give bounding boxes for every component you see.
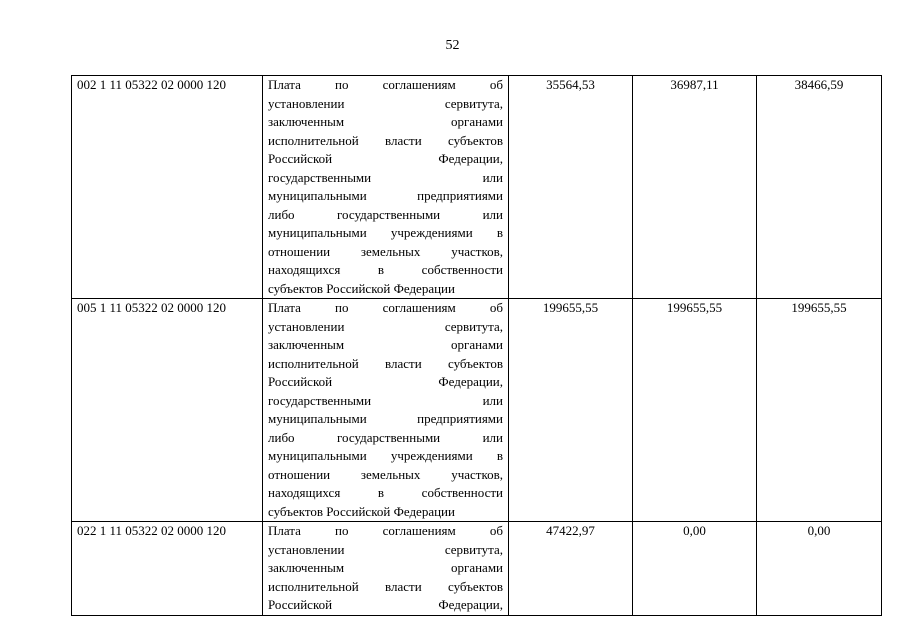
amount-year-1-cell: 199655,55 [509, 299, 633, 522]
amount-year-3-cell: 38466,59 [757, 76, 882, 299]
revenue-code-cell: 002 1 11 05322 02 0000 120 [72, 76, 263, 299]
amount-year-3-cell: 0,00 [757, 522, 882, 616]
description-line: муниципальными учреждениями в [268, 448, 503, 463]
amount-year-1-cell: 35564,53 [509, 76, 633, 299]
description-line: Российской Федерации, [268, 151, 503, 166]
description-line: отношении земельных участков, [268, 466, 503, 482]
description-line: заключенным органами [268, 560, 503, 575]
budget-revenue-table [71, 75, 882, 616]
description-line: находящихся в собственности [268, 485, 503, 500]
description-line: исполнительной власти субъектов [268, 578, 503, 594]
amount-year-2-cell: 0,00 [633, 522, 757, 616]
revenue-description-cell [263, 522, 509, 616]
table-row [72, 299, 882, 522]
description-line: установлении сервитута, [268, 95, 503, 111]
revenue-code-cell: 022 1 11 05322 02 0000 120 [72, 522, 263, 616]
description-line: либо государственными или [268, 206, 503, 222]
description-line: исполнительной власти субъектов [268, 355, 503, 371]
description-line: либо государственными или [268, 429, 503, 445]
description-line: государственными или [268, 392, 503, 408]
amount-year-3-cell: 199655,55 [757, 299, 882, 522]
table-body [72, 76, 882, 616]
description-line: субъектов Российской Федерации [268, 280, 455, 296]
description-line: заключенным органами [268, 337, 503, 352]
description-line: установлении сервитута, [268, 318, 503, 334]
description-line: Плата по соглашениям об [268, 523, 503, 538]
amount-year-2-cell: 199655,55 [633, 299, 757, 522]
description-line: муниципальными предприятиями [268, 411, 503, 426]
table-row [72, 76, 882, 299]
description-line: муниципальными учреждениями в [268, 225, 503, 240]
amount-year-2-cell: 36987,11 [633, 76, 757, 299]
amount-year-1-cell: 47422,97 [509, 522, 633, 616]
description-line: заключенным органами [268, 114, 503, 129]
revenue-code-cell: 005 1 11 05322 02 0000 120 [72, 299, 263, 522]
description-line: Российской Федерации, [268, 374, 503, 389]
revenue-description-cell [263, 299, 509, 522]
page-number: 52 [445, 38, 460, 53]
description-line: отношении земельных участков, [268, 243, 503, 259]
description-line: государственными или [268, 169, 503, 185]
description-line: субъектов Российской Федерации [268, 503, 455, 519]
description-line: находящихся в собственности [268, 262, 503, 277]
table-row [72, 522, 882, 616]
description-line: Плата по соглашениям об [268, 300, 503, 315]
description-line: исполнительной власти субъектов [268, 132, 503, 148]
description-line: Плата по соглашениям об [268, 77, 503, 92]
description-line: установлении сервитута, [268, 541, 503, 557]
revenue-description-cell [263, 76, 509, 299]
description-line: Российской Федерации, [268, 597, 503, 612]
description-line: муниципальными предприятиями [268, 188, 503, 203]
